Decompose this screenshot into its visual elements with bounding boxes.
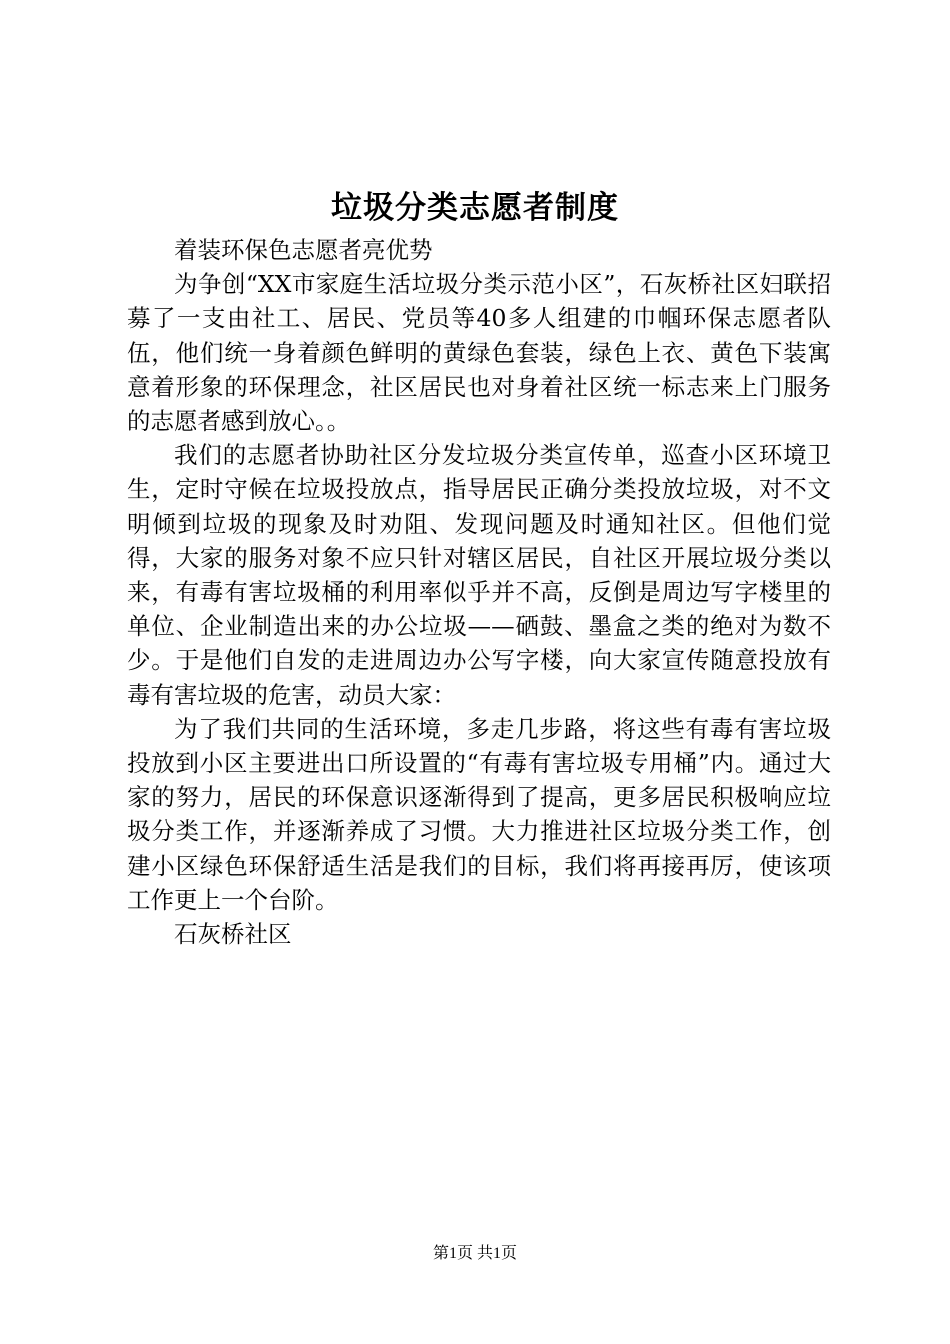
paragraph-subtitle: 着装环保色志愿者亮优势 bbox=[174, 236, 433, 264]
paragraph-intro: 为争创“XX市家庭生活垃圾分类示范小区”，石灰桥社区妇联招募了一支由社工、居民、党员等40多人组建的巾帼环保志愿者队伍，他们统一身着颜色鲜明的黄绿色套装，绿色上衣、黄色下装寓意着形象的环保理念，社区居民也对身着社区统一标志来上门服务的志愿者感到放心。。 bbox=[127, 270, 831, 436]
document-body bbox=[127, 233, 831, 951]
document-title: 垃圾分类志愿者制度 bbox=[331, 190, 619, 226]
page-number-footer: 第1页 共1页 bbox=[432, 1245, 517, 1262]
paragraph-appeal: 为了我们共同的生活环境，多走几步路，将这些有毒有害垃圾投放到小区主要进出口所设置的“有毒有害垃圾专用桶”内。通过大家的努力，居民的环保意识逐渐得到了提高，更多居民积极响应垃圾分类工作，并逐渐养成了习惯。大力推进社区垃圾分类工作，创建小区绿色环保舒适生活是我们的目标，我们将再接再厉，使该项工作更上一个台阶。 bbox=[127, 714, 831, 914]
paragraph-activities: 我们的志愿者协助社区分发垃圾分类宣传单，巡查小区环境卫生，定时守候在垃圾投放点，指导居民正确分类投放垃圾，对不文明倾到垃圾的现象及时劝阻、发现问题及时通知社区。但他们觉得，大家的服务对象不应只针对辖区居民，自社区开展垃圾分类以来，有毒有害垃圾桶的利用率似乎并不高，反倒是周边写字楼里的单位、企业制造出来的办公垃圾——硒鼓、墨盒之类的绝对为数不少。于是他们自发的走进周边办公写字楼，向大家宣传随意投放有毒有害垃圾的危害，动员大家： bbox=[127, 441, 831, 709]
paragraph-signature: 石灰桥社区 bbox=[174, 920, 292, 949]
